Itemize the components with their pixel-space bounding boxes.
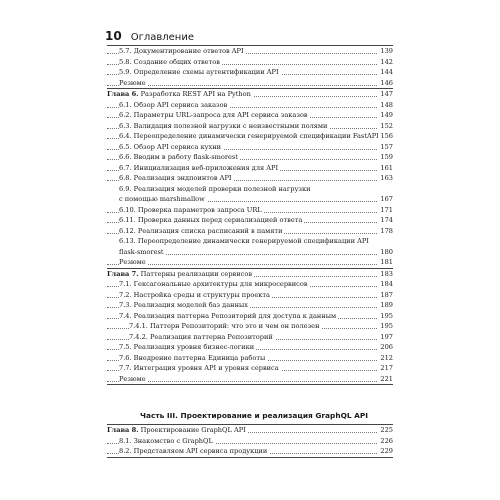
toc-entry-title: 7.2. Настройка среды и структуры проекта bbox=[119, 290, 270, 299]
toc-entry-row[interactable] bbox=[107, 374, 393, 385]
toc-entry-title: 7.1. Гексагональные архитектуры для микросервисов bbox=[119, 280, 308, 288]
dot-leader bbox=[107, 85, 393, 86]
toc-chapter-row[interactable] bbox=[107, 269, 393, 280]
chapter-label: Глава 8. bbox=[107, 426, 139, 434]
chapter-title: Паттерны реализации сервисов bbox=[138, 269, 253, 278]
toc-entry-title: 6.6. Вводим в работу flask-smorest bbox=[119, 153, 238, 161]
toc-entry-row[interactable] bbox=[107, 279, 393, 290]
toc-page-number: 157 bbox=[380, 142, 393, 151]
toc-entry-title: 7.4.2. Реализация паттерна Репозиторий bbox=[129, 332, 273, 341]
toc-entry-title: 6.5. Обзор API сервиса кухни bbox=[119, 142, 221, 151]
chapter-title: Разработка REST API на Python bbox=[138, 90, 251, 98]
toc-entry-title: Резюме bbox=[119, 374, 146, 383]
toc-page-number: 226 bbox=[380, 436, 393, 445]
toc-entry-title: 6.13. Переопределение динамически генерируемой спецификации API bbox=[119, 237, 369, 245]
toc-entry-title: 8.2. Представляем API сервиса продукции bbox=[119, 447, 268, 455]
toc-entry-row[interactable] bbox=[107, 311, 393, 322]
toc-page-number: 229 bbox=[380, 447, 393, 455]
toc-chapter-row[interactable] bbox=[107, 89, 393, 100]
toc-entry-title: 5.7. Документирование ответов API bbox=[119, 47, 244, 55]
toc-entry-row[interactable] bbox=[107, 446, 393, 457]
toc-page-number: 174 bbox=[380, 216, 393, 224]
running-title: Оглавление bbox=[130, 32, 194, 43]
toc-group bbox=[107, 269, 393, 386]
toc-page-number: 181 bbox=[380, 258, 393, 266]
toc-entry-row[interactable] bbox=[107, 321, 393, 332]
toc-entry-title: 6.9. Реализация моделей проверки полезной нагрузки bbox=[119, 184, 311, 193]
toc-entry-title: 8.1. Знакомство с GraphQL bbox=[119, 436, 213, 445]
toc-page-number: 184 bbox=[380, 280, 393, 288]
toc-entry-title: Резюме bbox=[119, 78, 146, 87]
toc-entry-title: 5.9. Определение схемы аутентификации API bbox=[119, 68, 279, 76]
table-of-contents-continued bbox=[107, 424, 393, 458]
toc-page-number: 183 bbox=[380, 269, 393, 278]
toc-entry-row[interactable] bbox=[107, 226, 393, 237]
toc-page-number: 225 bbox=[380, 426, 393, 434]
toc-entry-row[interactable] bbox=[107, 215, 393, 226]
toc-entry-title: 6.2. Параметры URL-запроса для API сервиса заказов bbox=[119, 111, 308, 119]
toc-page-number: 152 bbox=[380, 121, 393, 130]
toc-entry-row[interactable] bbox=[107, 436, 393, 447]
toc-entry-row[interactable] bbox=[107, 100, 393, 111]
toc-entry-row[interactable] bbox=[107, 57, 393, 68]
toc-page-number: 146 bbox=[380, 78, 393, 87]
toc-entry-row[interactable] bbox=[107, 363, 393, 374]
toc-page-number: 195 bbox=[380, 322, 393, 330]
toc-entry-row[interactable] bbox=[107, 300, 393, 311]
toc-page-number: 147 bbox=[380, 90, 393, 98]
toc-group bbox=[107, 425, 393, 458]
table-of-contents bbox=[107, 45, 393, 385]
toc-page-number: 178 bbox=[380, 226, 393, 235]
toc-page-number: 161 bbox=[380, 163, 393, 172]
dot-leader bbox=[107, 264, 393, 265]
toc-entry-title: 6.8. Реализация эндпоинтов API bbox=[119, 174, 232, 182]
toc-entry-row[interactable] bbox=[107, 121, 393, 132]
toc-page-number: 206 bbox=[380, 343, 393, 351]
toc-chapter-row[interactable] bbox=[107, 425, 393, 436]
toc-entry-row[interactable] bbox=[107, 290, 393, 301]
toc-entry-title: 7.4.1. Паттерн Репозиторий: что это и чем он полезен bbox=[129, 322, 320, 330]
toc-entry-title: 6.10. Проверка параметров запроса URL bbox=[119, 205, 262, 214]
toc-entry-title: 6.3. Валидация полезной нагрузки с неизвестными полями bbox=[119, 121, 328, 130]
toc-entry-row[interactable] bbox=[107, 46, 393, 57]
toc-entry-row[interactable] bbox=[107, 163, 393, 174]
toc-page-number: 167 bbox=[380, 195, 393, 203]
toc-entry-row[interactable] bbox=[107, 152, 393, 163]
toc-page-number: 187 bbox=[380, 290, 393, 299]
toc-entry-row[interactable] bbox=[107, 110, 393, 121]
toc-entry-title: 7.6. Внедрение паттерна Единица работы bbox=[119, 353, 266, 362]
toc-page-number: 221 bbox=[380, 374, 393, 383]
toc-entry-title: 6.12. Реализация списка расписаний в памяти bbox=[119, 226, 283, 235]
toc-entry-title: 7.3. Реализация моделей баз данных bbox=[119, 301, 248, 309]
page-number: 10 bbox=[105, 29, 122, 43]
toc-page-number: 148 bbox=[380, 100, 393, 109]
toc-entry-title: 6.11. Проверка данных перед сериализацией ответа bbox=[119, 216, 303, 224]
toc-entry-row[interactable] bbox=[107, 78, 393, 89]
toc-page-number: 149 bbox=[380, 111, 393, 119]
toc-page-number: 156 bbox=[380, 132, 393, 140]
toc-entry-title: 6.4. Переопределение динамически генерируемой спецификации FastAPI bbox=[119, 132, 379, 140]
page-header bbox=[105, 29, 194, 43]
toc-group bbox=[107, 45, 393, 89]
toc-entry-title: 7.4. Реализация паттерна Репозиторий для доступа к данным bbox=[119, 311, 337, 320]
toc-entry-title: 5.8. Создание общих ответов bbox=[119, 57, 220, 66]
toc-page-number: 189 bbox=[380, 301, 393, 309]
toc-page-number: 144 bbox=[380, 68, 393, 76]
toc-entry-title-continued: с помощью marshmallow bbox=[119, 195, 205, 203]
toc-entry-row[interactable] bbox=[107, 184, 393, 205]
toc-page-number: 139 bbox=[380, 47, 393, 55]
toc-entry-row[interactable] bbox=[107, 236, 393, 257]
toc-page-number: 171 bbox=[380, 205, 393, 214]
toc-page-number: 195 bbox=[380, 311, 393, 320]
toc-entry-row[interactable] bbox=[107, 332, 393, 343]
toc-entry-title-continued: flask-smorest bbox=[119, 247, 164, 256]
toc-page-number: 212 bbox=[380, 353, 393, 362]
toc-page-number: 142 bbox=[380, 57, 393, 66]
toc-entry-row[interactable] bbox=[107, 67, 393, 78]
toc-entry-row[interactable] bbox=[107, 131, 393, 142]
toc-page-number: 217 bbox=[380, 364, 393, 372]
toc-group bbox=[107, 89, 393, 269]
toc-entry-title: 7.7. Интеграция уровня API и уровня сервиса bbox=[119, 364, 279, 372]
chapter-label: Глава 6. bbox=[107, 90, 139, 98]
toc-page-number: 180 bbox=[380, 247, 393, 256]
toc-entry-row[interactable] bbox=[107, 173, 393, 184]
toc-page-number: 197 bbox=[380, 332, 393, 341]
toc-entry-row[interactable] bbox=[107, 353, 393, 364]
toc-entry-row[interactable] bbox=[107, 257, 393, 268]
toc-entry-title: Резюме bbox=[119, 258, 146, 266]
toc-entry-row[interactable] bbox=[107, 142, 393, 153]
chapter-label: Глава 7. bbox=[107, 269, 139, 278]
part-title: Часть III. Проектирование и реализация GraphQL API bbox=[140, 411, 369, 420]
toc-entry-row[interactable] bbox=[107, 342, 393, 353]
dot-leader bbox=[107, 381, 393, 382]
toc-entry-title: 6.7. Инициализация веб-приложения для API bbox=[119, 163, 279, 172]
toc-page-number: 163 bbox=[380, 174, 393, 182]
toc-page-number: 159 bbox=[380, 153, 393, 161]
chapter-title: Проектирование GraphQL API bbox=[138, 426, 246, 434]
toc-entry-row[interactable] bbox=[107, 205, 393, 216]
toc-entry-title: 7.5. Реализация уровня бизнес-логики bbox=[119, 343, 255, 351]
toc-entry-title: 6.1. Обзор API сервиса заказов bbox=[119, 100, 228, 109]
